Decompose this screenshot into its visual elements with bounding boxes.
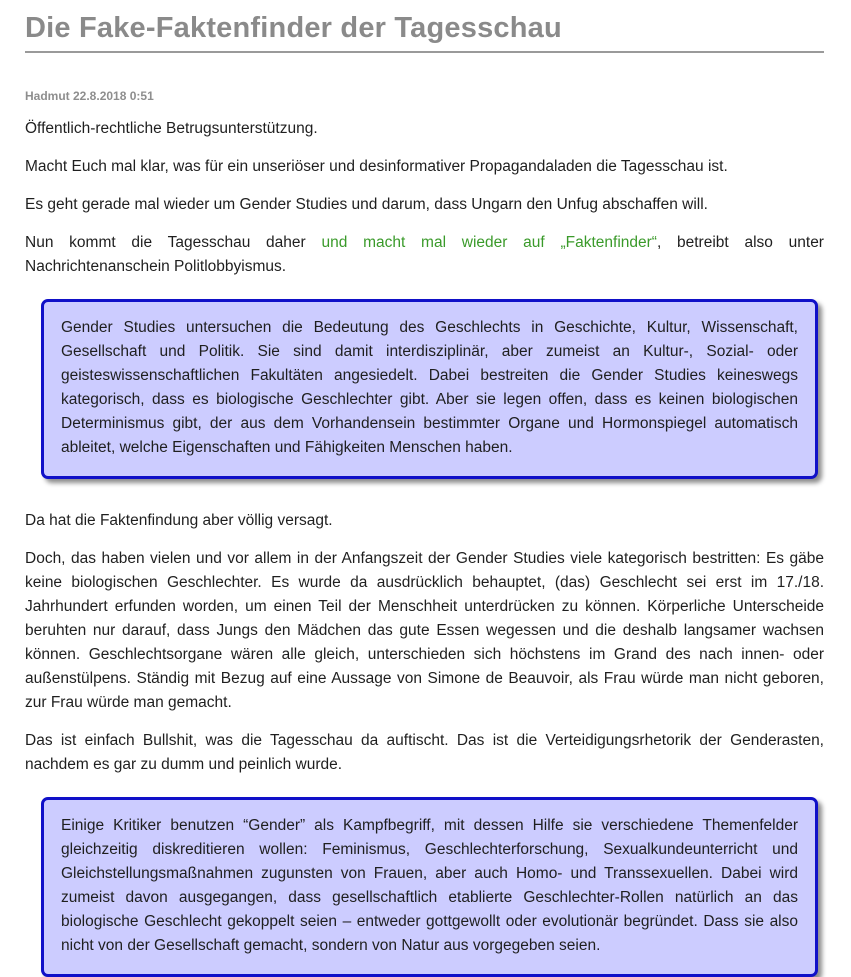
- paragraph: Macht Euch mal klar, was für ein unseriöser und desinformativer Propagandaladen die Tagesschau ist.: [25, 158, 728, 175]
- paragraph-text: Nun kommt die Tagesschau daher: [25, 234, 322, 251]
- post-meta: Hadmut 22.8.2018 0:51: [25, 89, 154, 103]
- paragraph: Doch, das haben vielen und vor allem in der Anfangszeit der Gender Studies viele kategorisch bestritten: Es gäbe keine biologischen Geschlechter. Es wurde da ausdrücklich behauptet, (das) Geschlecht sei erst im 17./18. Jahrhundert erfunden worden, um einen Teil der Menschheit unterdrücken zu können. Körperliche Unterscheide beruhten nur darauf, dass Jungs den Mädchen das gute Essen wegessen und die deshalb langsamer wachsen können. Geschlechtsorgane wären alle gleich, unterschieden sich höchstens im Grand des nach innen- oder außenstülpens. Ständig mit Bezug auf eine Aussage von Simone de Beauvoir, als Frau würde man nicht geboren, zur Frau würde man gemacht.: [25, 550, 824, 711]
- page-title: Die Fake-Faktenfinder der Tagesschau: [25, 0, 824, 53]
- faktenfinder-link[interactable]: und macht mal wieder auf „Faktenfinder“: [321, 234, 657, 251]
- blockquote: [41, 299, 818, 479]
- paragraph: Das ist einfach Bullshit, was die Tagesschau da auftischt. Das ist die Verteidigungsrhetorik der Genderasten, nachdem es gar zu dumm und peinlich wurde.: [25, 732, 824, 773]
- paragraph: Da hat die Faktenfindung aber völlig versagt.: [25, 512, 333, 529]
- paragraph: Öffentlich-rechtliche Betrugsunterstützung.: [25, 120, 318, 137]
- quote-text: Gender Studies untersuchen die Bedeutung des Geschlechts in Geschichte, Kultur, Wissenschaft, Gesellschaft und Politik. Sie sind damit interdisziplinär, aber zumeist an Kultur-, Sozial- oder geisteswissenschaftlichen Fakultäten angesiedelt. Dabei bestreiten die Gender Studies keineswegs kategorisch, dass es biologische Geschlechter gibt. Aber sie legen offen, dass es keinen biologischen Determinismus gibt, der aus dem Vorhandensein bestimmter Organe und Hormonspiegel automatisch ableitet, welche Eigenschaften und Fähigkeiten Menschen haben.: [61, 319, 798, 456]
- paragraph: Es geht gerade mal wieder um Gender Studies und darum, dass Ungarn den Unfug abschaffen will.: [25, 196, 708, 213]
- quote-text: Einige Kritiker benutzen “Gender” als Kampfbegriff, mit dessen Hilfe sie verschiedene Themenfelder gleichzeitig diskreditieren wollen: Feminismus, Geschlechterforschung, Sexualkundeunterricht und Gleichstellungsmaßnahmen zugunsten von Frauen, aber auch Homo- und Transsexuellen. Dabei wird zumeist davon ausgegangen, dass gesellschaftlich etablierte Geschlechter-Rollen natürlich an das biologische Geschlecht gekoppelt seien – entweder gottgewollt oder evolutionär begründet. Dass sie also nicht von der Gesellschaft gemacht, sondern von Natur aus vorgegeben seien.: [61, 817, 798, 954]
- paragraph-text: , betreibt also unter Nachrichtenanschein Politlobbyismus.: [25, 234, 824, 275]
- blockquote: [41, 797, 818, 977]
- paragraph-with-link: [25, 231, 824, 279]
